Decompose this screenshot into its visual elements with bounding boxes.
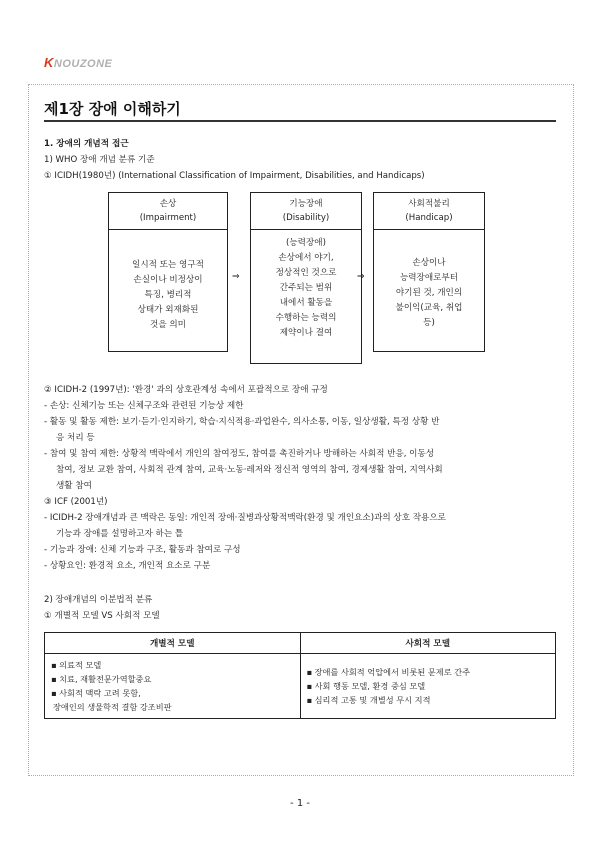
box-body: 일시적 또는 영구적 손실이나 비정상이 특징, 병리적 상태가 외재화된 것을 의미 — [132, 260, 204, 330]
item-icidh2: ② ICIDH-2 (1997년): '환경' 과의 상호관계성 속에서 포괄적으로 장애 규정 — [44, 385, 328, 395]
model-comparison-table — [44, 632, 556, 719]
table-header-individual: 개별적 모델 — [45, 633, 301, 654]
box-handicap — [373, 192, 485, 352]
arrow-icon: ⇒ — [357, 272, 365, 282]
table-header-social: 사회적 모델 — [300, 633, 556, 654]
table-cell-social: ▪ 장애를 사회적 억압에서 비롯된 문제로 간주 ▪ 사회 행동 모델, 환경 중심 모델 ▪ 심리적 고통 및 개별성 무시 지적 — [300, 654, 556, 719]
arrow-icon: ⇒ — [232, 272, 240, 282]
box-impairment — [108, 192, 228, 352]
title-divider — [44, 120, 556, 122]
subsection-who: 1) WHO 장애 개념 분류 기준 — [44, 155, 155, 165]
page-number: - 1 - — [290, 798, 310, 809]
text-line: - ICIDH-2 장애개념과 큰 맥락은 동일: 개인적 장애·질병과상황적맥락(환경 및 개인요소)과의 상호 작용으로 — [44, 513, 446, 523]
text-line: 응 처리 등 — [56, 433, 95, 443]
item-icidh: ① ICIDH(1980년) (International Classification of Impairment, Disabilities, and Handicaps) — [44, 171, 425, 181]
text-line: 기능과 장애를 설명하고자 하는 틀 — [56, 529, 184, 539]
text-line: - 참여 및 참여 제한: 상황적 맥락에서 개인의 참여정도, 참여를 촉진하거나 방해하는 사회적 반응, 이동성 — [44, 449, 435, 459]
text-line: - 손상: 신체기능 또는 신체구조와 관련된 기능상 제한 — [44, 401, 244, 411]
table-cell-individual: ▪ 의료적 모델 ▪ 치료, 재활전문가역할중요 ▪ 사회적 맥락 고려 못함, 장애인의 생물학적 결함 강조비판 — [45, 654, 301, 719]
text-line: 참여, 정보 교환 참여, 사회적 관계 참여, 교육·노동·레저와 정신적 영역의 참여, 경제생활 참여, 지역사회 — [56, 465, 443, 475]
box-disability — [250, 192, 362, 364]
box-body: 손상이나 능력장애로부터 야기된 것, 개인의 불이익(교육, 취업 등) — [395, 258, 463, 328]
brand-logo: KNOUZONE — [44, 55, 113, 70]
text-line: - 활동 및 활동 제한: 보기·듣기·인지하기, 학습·지식적용·과업완수, 의사소통, 이동, 일상생활, 특정 상황 반 — [44, 417, 440, 427]
table-row — [45, 654, 556, 719]
box-header: 손상 (Impairment) — [109, 193, 227, 230]
box-header: 사회적불리 (Handicap) — [374, 193, 484, 230]
subsection-dichotomy: 2) 장애개념의 이분법적 분류 — [44, 595, 153, 605]
section-heading: 1. 장애의 개념적 접근 — [44, 139, 129, 149]
text-line: - 상황요인: 환경적 요소, 개인적 요소로 구분 — [44, 561, 211, 571]
box-body: (능력장애) 손상에서 야기, 정상적인 것으로 간주되는 범위 내에서 활동을 수행하는 능력의 제약이나 결여 — [275, 238, 337, 338]
box-header: 기능장애 (Disability) — [251, 193, 361, 230]
page-title: 제1장 장애 이해하기 — [44, 100, 181, 118]
item-icf: ③ ICF (2001년) — [44, 497, 108, 507]
item-models: ① 개별적 모델 VS 사회적 모델 — [44, 611, 160, 621]
text-line: 생활 참여 — [56, 481, 92, 491]
text-line: - 기능과 장애: 신체 기능과 구조, 활동과 참여로 구성 — [44, 545, 241, 555]
